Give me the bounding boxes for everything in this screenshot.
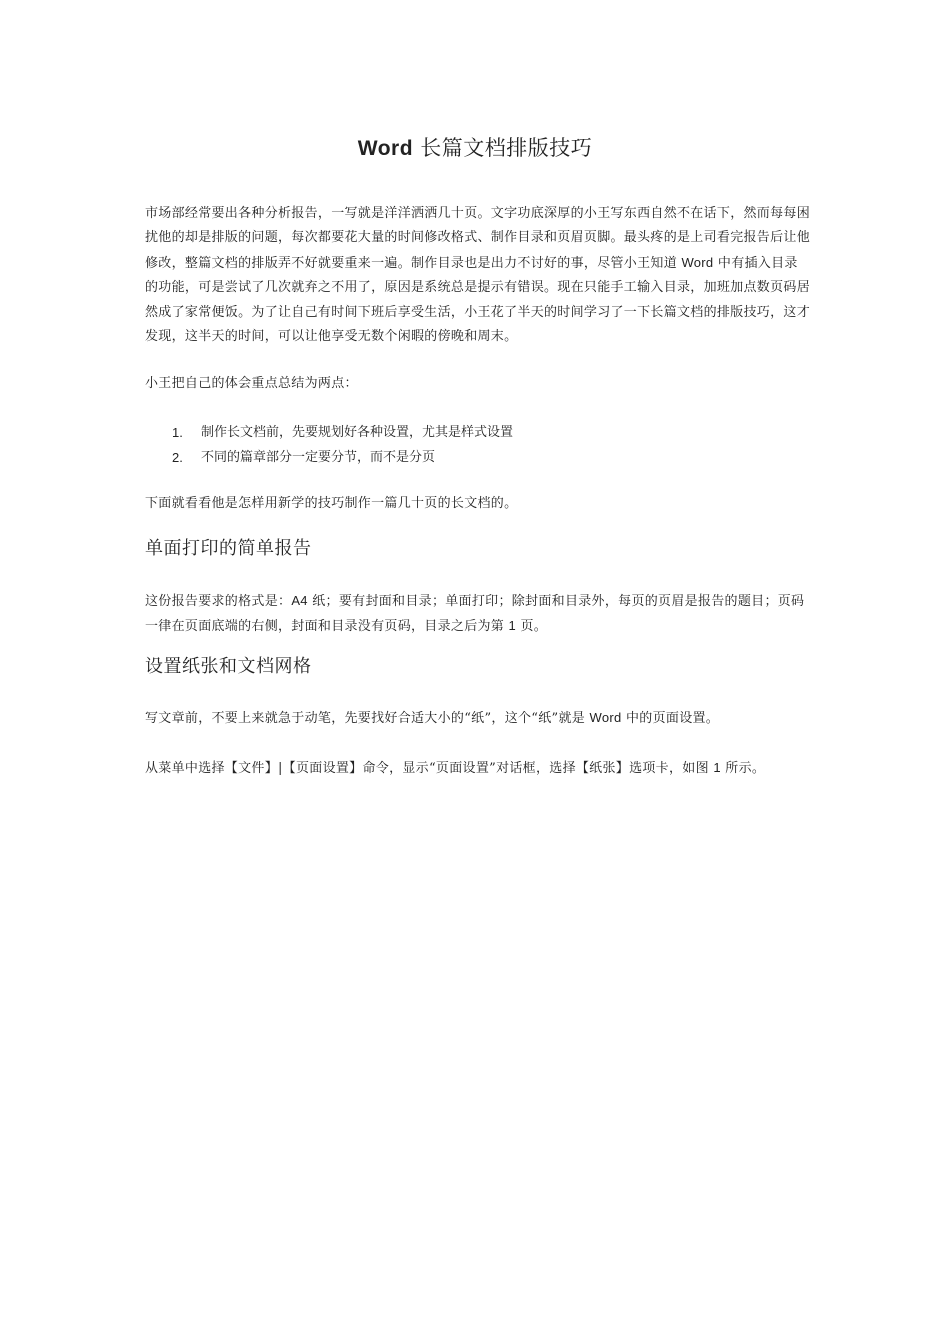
menu-instruction-paragraph: 从菜单中选择【文件】|【页面设置】命令，显示“页面设置”对话框，选择【纸张】选项卡，如图 1 所示。: [145, 760, 766, 776]
section-heading-single-sided-report: 单面打印的简单报告: [145, 538, 312, 559]
page-setup-paragraph: 写文章前，不要上来就急于动笔，先要找好合适大小的“纸”，这个“纸”就是 Word 中的页面设置。: [145, 710, 720, 726]
section-heading-page-setup: 设置纸张和文档网格: [145, 656, 312, 677]
lead-in-paragraph: 下面就看看他是怎样用新学的技巧制作一篇几十页的长文档的。: [145, 496, 518, 511]
key-points-list: [145, 420, 805, 470]
list-item: [145, 420, 805, 445]
list-number: 2.: [172, 450, 183, 465]
report-format-paragraph: 这份报告要求的格式是：A4 纸；要有封面和目录；单面打印；除封面和目录外，每页的页眉是报告的题目；页码一律在页面底端的右侧，封面和目录没有页码，目录之后为第 1 页。: [145, 593, 805, 635]
intro-paragraph: 市场部经常要出各种分析报告，一写就是洋洋洒洒几十页。文字功底深厚的小王写东西自然不在话下，然而每每困扰他的却是排版的问题，每次都要花大量的时间修改格式、制作目录和页眉页脚。最头疼的是上司看完报告后让他修改，整篇文档的排版弄不好就要重来一遍。制作目录也是出力不讨好的事，尽管小王知道 Word 中有插入目录的功能，可是尝试了几次就弃之不用了，原因是系统总是提示有错误。现在只能手工输入目录，加班加点数页码居然成了家常便饭。为了让自己有时间下班后享受生活，小王花了半天的时间学习了一下长篇文档的排版技巧，这才发现，这半天的时间，可以让他享受无数个闲暇的傍晚和周末。: [145, 206, 811, 345]
summary-intro: 小王把自己的体会重点总结为两点：: [145, 376, 358, 391]
list-number: 1.: [172, 425, 183, 440]
list-item: [145, 445, 805, 470]
list-item-text: 不同的篇章部分一定要分节，而不是分页: [201, 450, 436, 465]
document-title: Word 长篇文档排版技巧: [357, 136, 593, 160]
list-item-text: 制作长文档前，先要规划好各种设置，尤其是样式设置: [201, 425, 514, 440]
